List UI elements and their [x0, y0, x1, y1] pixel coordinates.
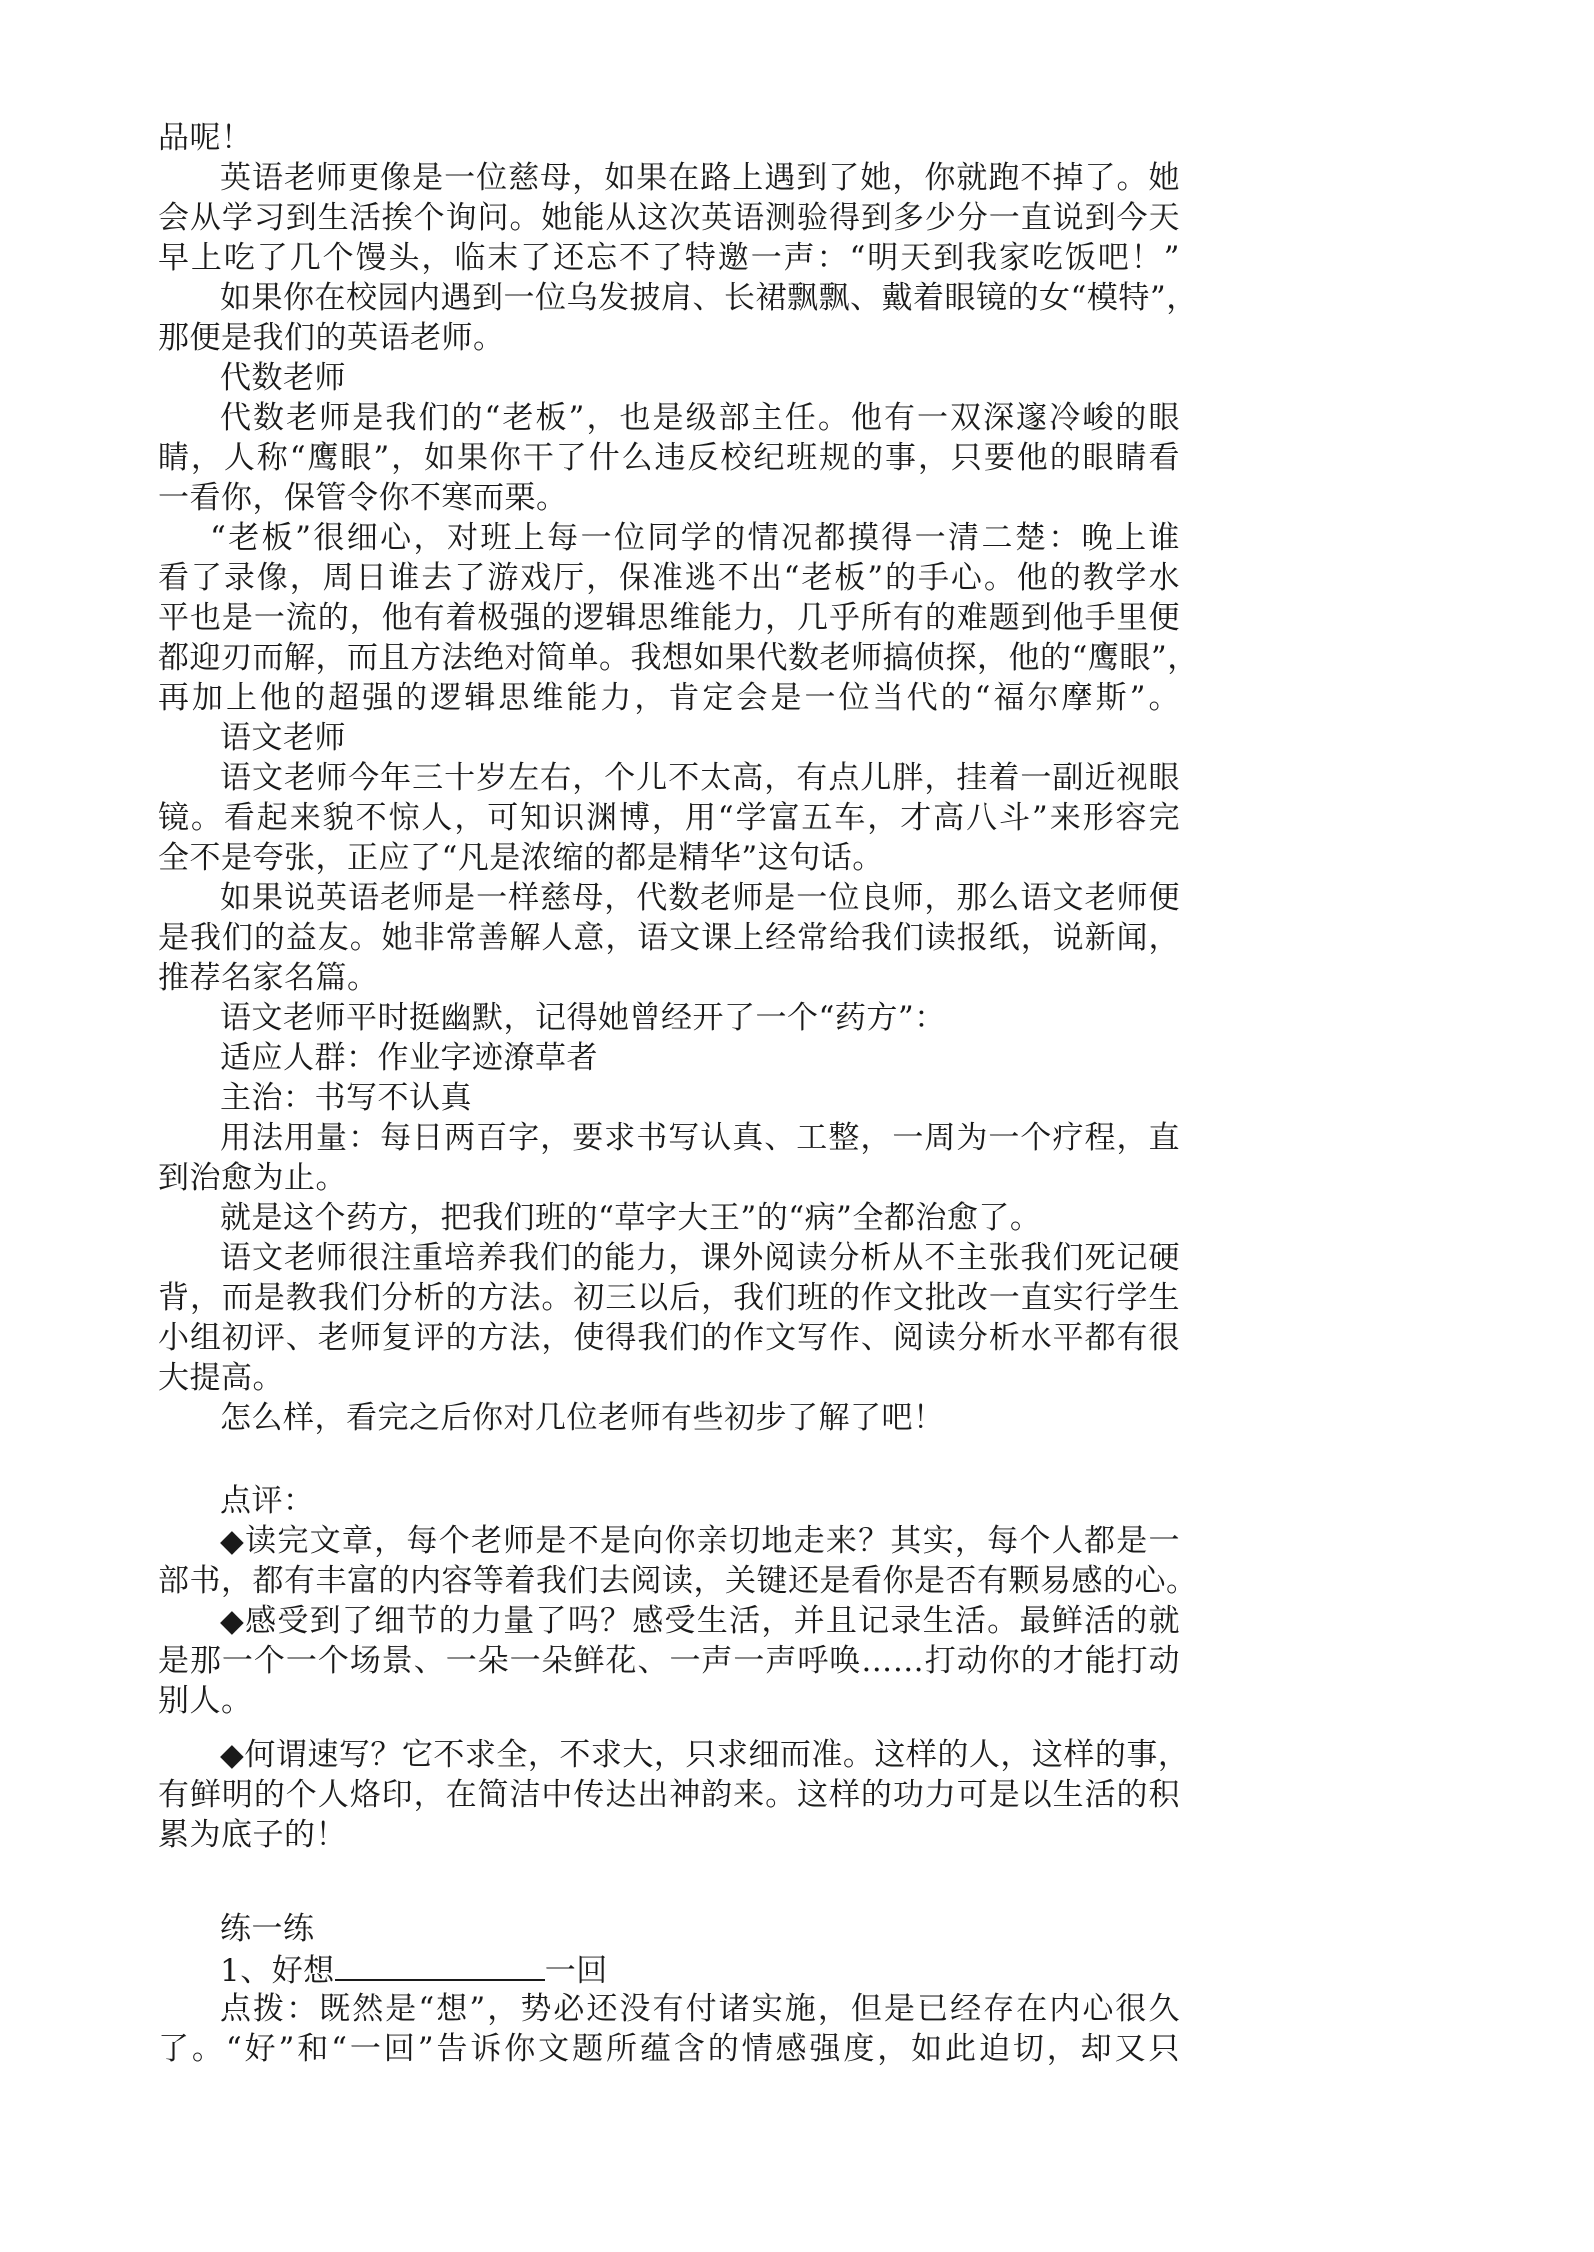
text-line: 怎么样，看完之后你对几位老师有些初步了解了吧！	[220, 1400, 945, 1436]
text-line: 如果说英语老师是一样慈母，代数老师是一位良师，那么语文老师便	[220, 880, 1180, 916]
exercise-item	[158, 1949, 1180, 1989]
text-line: 都迎刃而解，而且方法绝对简单。我想如果代数老师搞侦探，他的“鹰眼”，	[158, 640, 1199, 676]
text-line: 全不是夸张，正应了“凡是浓缩的都是精华”这句话。	[158, 840, 884, 876]
text-line: 一看你，保管令你不寒而栗。	[158, 480, 568, 516]
text-line: 镜。看起来貌不惊人，可知识渊博，用“学富五车，才高八斗”来形容完	[158, 800, 1180, 836]
text-line: 了。“好”和“一回”告诉你文题所蕴含的情感强度，如此迫切，却又只	[158, 2031, 1180, 2067]
text-line: 会从学习到生活挨个询问。她能从这次英语测验得到多少分一直说到今天	[158, 200, 1180, 236]
document-page	[158, 118, 1199, 2069]
text-line: 到治愈为止。	[158, 1160, 347, 1196]
text-line: 用法用量：每日两百字，要求书写认真、工整，一周为一个疗程，直	[220, 1120, 1180, 1156]
text-line: 看了录像，周日谁去了游戏厅，保准逃不出“老板”的手心。他的教学水	[158, 560, 1180, 596]
text-line: 适应人群：作业字迹潦草者	[220, 1040, 598, 1076]
text-line: ◆何谓速写？它不求全，不求大，只求细而准。这样的人，这样的事，	[220, 1737, 1190, 1773]
text-line: 再加上他的超强的逻辑思维能力，肯定会是一位当代的“福尔摩斯”。	[158, 680, 1180, 716]
text-line: 语文老师平时挺幽默，记得她曾经开了一个“药方”：	[220, 1000, 946, 1036]
text-line: 点拨：既然是“想”，势必还没有付诸实施，但是已经存在内心很久	[220, 1991, 1180, 2027]
text-line: ◆感受到了细节的力量了吗？感受生活，并且记录生活。最鲜活的就	[220, 1603, 1180, 1639]
text-line: 品呢！	[158, 120, 253, 156]
text-line: 是那一个一个场景、一朵一朵鲜花、一声一声呼唤……打动你的才能打动	[158, 1643, 1180, 1679]
text-line: 平也是一流的，他有着极强的逻辑思维能力，几乎所有的难题到他手里便	[158, 600, 1180, 636]
text-line: 别人。	[158, 1683, 253, 1719]
section-heading: 语文老师	[220, 720, 346, 756]
text-line: 语文老师很注重培养我们的能力，课外阅读分析从不主张我们死记硬	[220, 1240, 1180, 1276]
text-line: 早上吃了几个馒头，临末了还忘不了特邀一声：“明天到我家吃饭吧！”	[158, 240, 1180, 276]
text-line: 那便是我们的英语老师。	[158, 320, 505, 356]
text-line: 是我们的益友。她非常善解人意，语文课上经常给我们读报纸，说新闻，	[158, 920, 1180, 956]
fill-in-blank[interactable]	[335, 1949, 545, 1981]
text-line: 主治：书写不认真	[220, 1080, 472, 1116]
text-line: 代数老师是我们的“老板”，也是级部主任。他有一双深邃冷峻的眼	[220, 400, 1180, 436]
text-line: “老板”很细心，对班上每一位同学的情况都摸得一清二楚：晚上谁	[210, 520, 1180, 556]
text-line: 背，而是教我们分析的方法。初三以后，我们班的作文批改一直实行学生	[158, 1280, 1180, 1316]
exercise-prefix: 1、好想	[220, 1953, 335, 1989]
text-line: 部书，都有丰富的内容等着我们去阅读，关键还是看你是否有颗易感的心。	[158, 1563, 1198, 1599]
blank-line	[158, 1855, 1180, 1909]
text-line: 语文老师今年三十岁左右，个儿不太高，有点儿胖，挂着一副近视眼	[220, 760, 1180, 796]
section-heading: 代数老师	[220, 360, 346, 396]
text-line: 大提高。	[158, 1360, 284, 1396]
text-line: 累为底子的！	[158, 1817, 347, 1853]
text-line: 睛，人称“鹰眼”，如果你干了什么违反校纪班规的事，只要他的眼睛看	[158, 440, 1180, 476]
text-line: 小组初评、老师复评的方法，使得我们的作文写作、阅读分析水平都有很	[158, 1320, 1180, 1356]
text-line: 就是这个药方，把我们班的“草字大王”的“病”全都治愈了。	[220, 1200, 1042, 1236]
text-line: 英语老师更像是一位慈母，如果在路上遇到了她，你就跑不掉了。她	[220, 160, 1180, 196]
text-line: 推荐名家名篇。	[158, 960, 379, 996]
section-heading: 练一练	[220, 1911, 315, 1947]
exercise-suffix: 一回	[544, 1953, 608, 1989]
blank-line	[158, 1438, 1180, 1481]
text-line: 有鲜明的个人烙印，在简洁中传达出神韵来。这样的功力可是以生活的积	[158, 1777, 1180, 1813]
section-heading: 点评：	[220, 1483, 315, 1519]
text-line: ◆读完文章，每个老师是不是向你亲切地走来？其实，每个人都是一	[220, 1523, 1180, 1559]
text-line: 如果你在校园内遇到一位乌发披肩、长裙飘飘、戴着眼镜的女“模特”，	[220, 280, 1198, 316]
